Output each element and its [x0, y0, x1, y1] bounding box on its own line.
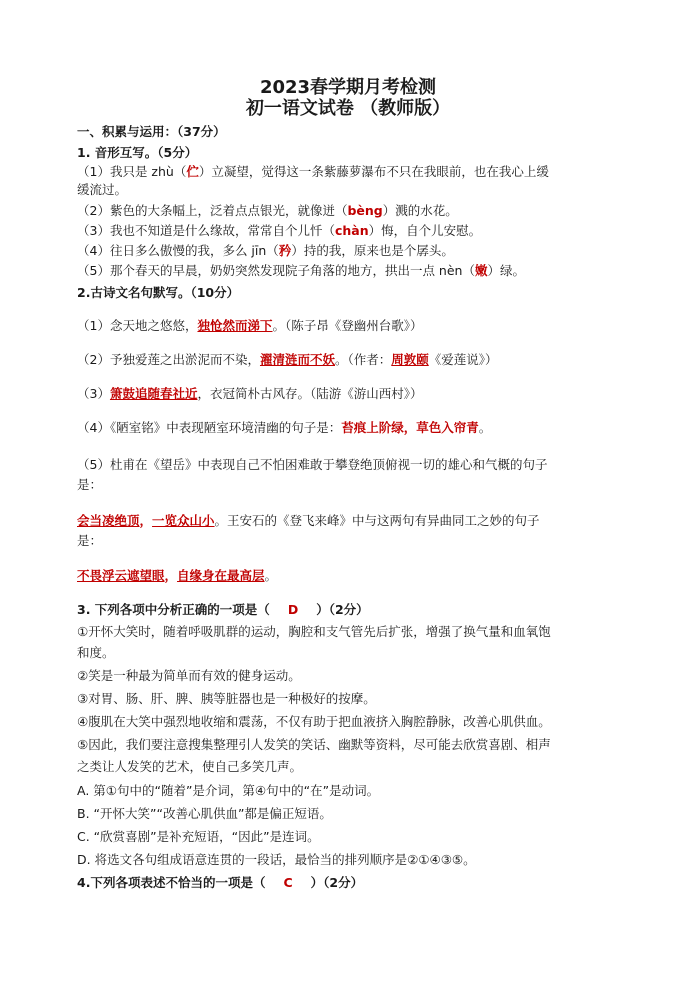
q2-item-2: （2）予独爱莲之出淤泥而不染，濯清涟而不妖。（作者：周敦颐《爱莲说》） — [77, 352, 498, 367]
q2-item-5-answer-line: 会当凌绝顶，一览众山小。王安石的《登飞来峰》中与这两句有异曲同工之妙的句子 — [77, 513, 540, 528]
q4-answer: C — [283, 875, 293, 890]
q2-answer-5c: 不畏浮云遮望眼 — [77, 568, 165, 583]
q2-item-5: （5）杜甫在《望岳》中表现自己不怕困难敢于攀登绝顶俯视一切的雄心和气概的句子 — [77, 457, 548, 472]
q3-sentence-4: ④腹肌在大笑中强烈地收缩和震荡，不仅有助于把血液挤入胸腔静脉，改善心肌供血。 — [77, 714, 551, 729]
q2-item-5-cont2: 是： — [77, 533, 103, 548]
q1-item-4: （4）往日多么傲慢的我，多么 jīn（矜）持的我，原来也是个孱头。 — [77, 243, 454, 258]
q2-answer-4a: 苔痕上阶绿 — [341, 420, 404, 435]
q2-answer-5d: 自缘身在最高层 — [177, 568, 265, 583]
q3-option-c: C. “欣赏喜剧”是补充短语，“因此”是连词。 — [77, 829, 320, 844]
page-subtitle: 初一语文试卷 （教师版） — [245, 98, 451, 119]
q3-sentence-5: ⑤因此，我们要注意搜集整理引人发笑的笑话、幽默等资料，尽可能去欣赏喜剧、相声 — [77, 737, 551, 752]
q3-sentence-3: ③对胃、肠、肝、脾、胰等脏器也是一种极好的按摩。 — [77, 691, 376, 706]
q2-answer-3: 箫鼓追随春社近 — [109, 386, 198, 401]
question-4-heading: 4.下列各项表述不恰当的一项是（ C ）（2分） — [77, 875, 364, 890]
q2-answer-5b: 一览众山小 — [152, 513, 215, 528]
q3-sentence-1-cont: 和度。 — [77, 645, 115, 660]
q3-sentence-5-cont: 之类让人发笑的艺术，使自己多笑几声。 — [77, 759, 303, 774]
q2-item-3: （3）箫鼓追随春社近，衣冠简朴古风存。（陆游《游山西村》） — [77, 386, 423, 401]
q2-answer-5a: 会当凌绝顶 — [77, 513, 140, 528]
q2-item-5-answer-line2: 不畏浮云遮望眼，自缘身在最高层。 — [77, 568, 278, 583]
q2-item-4: （4）《陋室铭》中表现陋室环境清幽的句子是：苔痕上阶绿，草色入帘青。 — [77, 420, 492, 435]
q2-answer-author: 周敦颐 — [391, 352, 429, 367]
q3-option-d: D. 将选文各句组成语意连贯的一段话，最恰当的排列顺序是②①④③⑤。 — [77, 852, 476, 867]
q1-item-1-cont: 缓流过。 — [77, 182, 128, 197]
q1-answer-4: 矜 — [278, 243, 292, 258]
q3-answer: D — [287, 602, 299, 617]
q1-item-5: （5）那个春天的早晨，奶奶突然发现院子角落的地方，拱出一点 nèn（嫩）绿。 — [77, 263, 525, 278]
q3-option-b: B. “开怀大笑”“改善心肌供血”都是偏正短语。 — [77, 806, 332, 821]
question-1-heading: 1. 音形互写。（5分） — [77, 145, 198, 160]
section-heading: 一、积累与运用：（37分） — [77, 124, 226, 139]
q3-sentence-1: ①开怀大笑时，随着呼吸肌群的运动，胸腔和支气管先后扩张，增强了换气量和血氧饱 — [77, 624, 551, 639]
q1-item-1: （1）我只是 zhù（伫）立凝望，觉得这一条紫藤萝瀑布不只在我眼前，也在我心上缓 — [77, 164, 549, 179]
q3-option-a: A. 第①句中的“随着”是介词，第④句中的“在”是动词。 — [77, 783, 380, 798]
q2-answer-4b: 草色入帘青 — [416, 420, 479, 435]
q1-answer-1: 伫 — [186, 164, 199, 179]
q1-item-3: （3）我也不知道是什么缘故，常常自个儿忏（chàn）悔，自个儿安慰。 — [77, 223, 482, 238]
q1-item-2: （2）紫色的大条幅上，泛着点点银光，就像迸（bèng）溅的水花。 — [77, 203, 458, 218]
q2-answer-2: 濯清涟而不妖 — [259, 352, 335, 367]
question-2-heading: 2.古诗文名句默写。（10分） — [77, 285, 240, 300]
q1-answer-3: chàn — [334, 223, 369, 238]
page-title: 2023春学期月考检测 — [259, 77, 437, 98]
q2-item-5-cont: 是： — [77, 477, 103, 492]
q2-answer-1: 独怆然而涕下 — [197, 318, 273, 333]
q1-answer-2: bèng — [347, 203, 383, 218]
q3-sentence-2: ②笑是一种最为简单而有效的健身运动。 — [77, 668, 301, 683]
q2-item-1: （1）念天地之悠悠，独怆然而涕下。（陈子昂《登幽州台歌》） — [77, 318, 423, 333]
question-3-heading: 3. 下列各项中分析正确的一项是（ D ）（2分） — [77, 602, 369, 617]
q1-answer-5: 嫩 — [474, 263, 488, 278]
